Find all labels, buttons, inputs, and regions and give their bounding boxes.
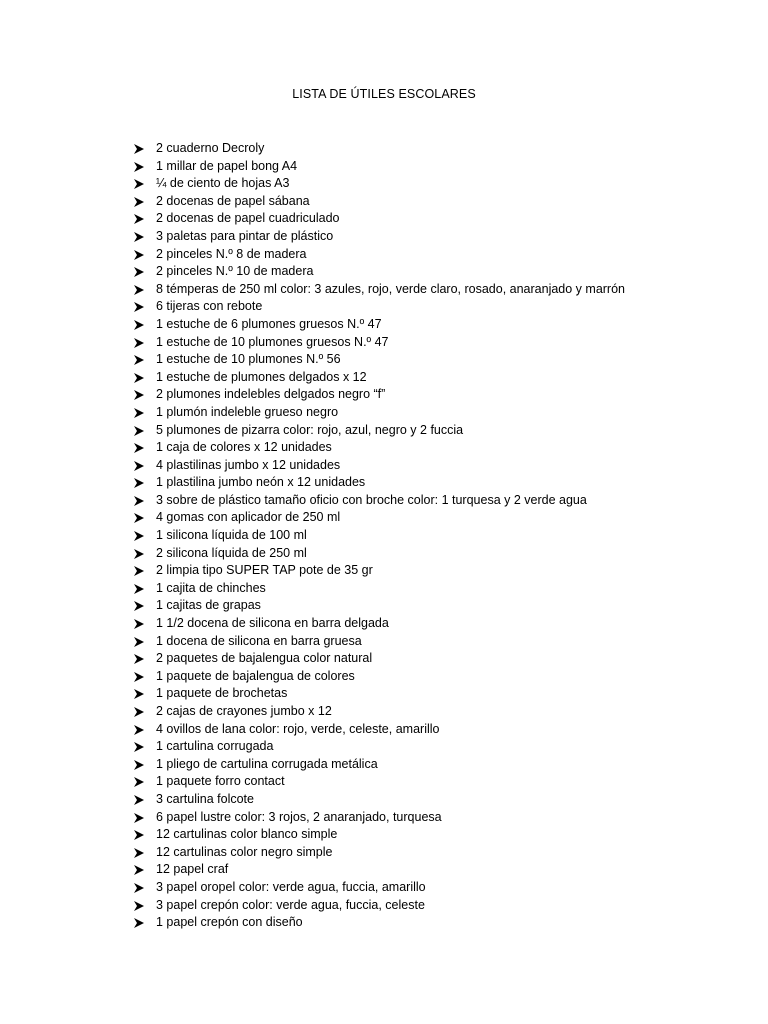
list-item-text: 3 paletas para pintar de plástico [156, 228, 334, 243]
list-item-text: ¼ de ciento de hojas A3 [156, 176, 290, 191]
arrowhead-bullet-icon [133, 812, 145, 824]
list-item-text: 1 pliego de cartulina corrugada metálica [156, 756, 378, 771]
list-item-text: 1 1/2 docena de silicona en barra delgada [156, 616, 389, 631]
arrowhead-bullet-icon [133, 301, 145, 313]
list-item-text: 1 paquete forro contact [156, 774, 285, 789]
arrowhead-bullet-icon [133, 829, 145, 841]
list-item-text: 3 sobre de plástico tamaño oficio con broche color: 1 turquesa y 2 verde agua [156, 492, 587, 507]
arrowhead-bullet-icon [133, 143, 145, 155]
list-item-text: 1 silicona líquida de 100 ml [156, 528, 307, 543]
list-item-text: 1 cajita de chinches [156, 580, 266, 595]
list-item-text: 6 papel lustre color: 3 rojos, 2 anaranjado, turquesa [156, 809, 442, 824]
arrowhead-bullet-icon [133, 759, 145, 771]
arrowhead-bullet-icon [133, 741, 145, 753]
arrowhead-bullet-icon [133, 900, 145, 912]
arrowhead-bullet-icon [133, 618, 145, 630]
list-item-text: 1 plumón indeleble grueso negro [156, 404, 339, 419]
list-item-text: 2 pinceles N.º 10 de madera [156, 264, 314, 279]
list-item-text: 1 millar de papel bong A4 [156, 158, 298, 173]
arrowhead-bullet-icon [133, 636, 145, 648]
arrowhead-bullet-icon [133, 337, 145, 349]
arrowhead-bullet-icon [133, 671, 145, 683]
arrowhead-bullet-icon [133, 495, 145, 507]
arrowhead-bullet-icon [133, 407, 145, 419]
arrowhead-bullet-icon [133, 882, 145, 894]
list-item-text: 3 papel oropel color: verde agua, fuccia, amarillo [156, 879, 426, 894]
list-item-text: 6 tijeras con rebote [156, 299, 263, 314]
arrowhead-bullet-icon [133, 161, 145, 173]
list-item-text: 1 cartulina corrugada [156, 739, 274, 754]
list-item-text: 2 limpia tipo SUPER TAP pote de 35 gr [156, 563, 373, 578]
arrowhead-bullet-icon [133, 442, 145, 454]
arrowhead-bullet-icon [133, 425, 145, 437]
arrowhead-bullet-icon [133, 249, 145, 261]
arrowhead-bullet-icon [133, 847, 145, 859]
list-item-text: 1 estuche de 10 plumones N.º 56 [156, 352, 341, 367]
list-item-text: 1 cajitas de grapas [156, 598, 261, 613]
list-item-text: 2 pinceles N.º 8 de madera [156, 246, 307, 261]
arrowhead-bullet-icon [133, 213, 145, 225]
arrowhead-bullet-icon [133, 372, 145, 384]
arrowhead-bullet-icon [133, 600, 145, 612]
arrowhead-bullet-icon [133, 477, 145, 489]
arrowhead-bullet-icon [133, 706, 145, 718]
list-item-text: 12 cartulinas color negro simple [156, 844, 333, 859]
list-item-text: 4 plastilinas jumbo x 12 unidades [156, 457, 341, 472]
list-item-text: 2 silicona líquida de 250 ml [156, 545, 307, 560]
document-title: LISTA DE ÚTILES ESCOLARES [292, 87, 476, 101]
arrowhead-bullet-icon [133, 231, 145, 243]
list-item-text: 1 paquete de bajalengua de colores [156, 668, 355, 683]
arrowhead-bullet-icon [133, 688, 145, 700]
arrowhead-bullet-icon [133, 864, 145, 876]
arrowhead-bullet-icon [133, 653, 145, 665]
list-item-text: 1 estuche de 6 plumones gruesos N.º 47 [156, 316, 382, 331]
arrowhead-bullet-icon [133, 389, 145, 401]
list-item-text: 1 estuche de plumones delgados x 12 [156, 369, 367, 384]
list-item-text: 3 cartulina folcote [156, 791, 254, 806]
list-item-text: 1 plastilina jumbo neón x 12 unidades [156, 475, 366, 490]
list-item-text: 1 estuche de 10 plumones gruesos N.º 47 [156, 334, 389, 349]
arrowhead-bullet-icon [133, 530, 145, 542]
list-item-text: 2 docenas de papel cuadriculado [156, 211, 340, 226]
list-item-text: 12 cartulinas color blanco simple [156, 827, 338, 842]
arrowhead-bullet-icon [133, 512, 145, 524]
list-item-text: 2 paquetes de bajalengua color natural [156, 651, 373, 666]
arrowhead-bullet-icon [133, 460, 145, 472]
list-item-text: 4 gomas con aplicador de 250 ml [156, 510, 341, 525]
arrowhead-bullet-icon [133, 354, 145, 366]
arrowhead-bullet-icon [133, 548, 145, 560]
arrowhead-bullet-icon [133, 196, 145, 208]
arrowhead-bullet-icon [133, 776, 145, 788]
list-item-text: 4 ovillos de lana color: rojo, verde, celeste, amarillo [156, 721, 440, 736]
list-item-text: 2 cajas de crayones jumbo x 12 [156, 704, 332, 718]
arrowhead-bullet-icon [133, 178, 145, 190]
list-item-text: 1 caja de colores x 12 unidades [156, 440, 332, 455]
arrowhead-bullet-icon [133, 724, 145, 736]
list-item-text: 1 paquete de brochetas [156, 686, 288, 701]
list-item-text: 2 cuaderno Decroly [156, 141, 265, 155]
arrowhead-bullet-icon [133, 266, 145, 278]
arrowhead-bullet-icon [133, 583, 145, 595]
arrowhead-bullet-icon [133, 917, 145, 929]
arrowhead-bullet-icon [133, 319, 145, 331]
list-item-text: 3 papel crepón color: verde agua, fuccia, celeste [156, 897, 425, 912]
list-item-text: 5 plumones de pizarra color: rojo, azul, negro y 2 fuccia [156, 422, 464, 437]
arrowhead-bullet-icon [133, 284, 145, 296]
list-item-text: 12 papel craf [156, 862, 229, 877]
list-item-text: 2 plumones indelebles delgados negro “f” [156, 387, 386, 402]
list-item-text: 2 docenas de papel sábana [156, 193, 310, 208]
list-item-text: 8 témperas de 250 ml color: 3 azules, rojo, verde claro, rosado, anaranjado y marrón [156, 281, 625, 296]
arrowhead-bullet-icon [133, 565, 145, 577]
arrowhead-bullet-icon [133, 794, 145, 806]
list-item-text: 1 papel crepón con diseño [156, 915, 303, 930]
list-item-text: 1 docena de silicona en barra gruesa [156, 633, 362, 648]
